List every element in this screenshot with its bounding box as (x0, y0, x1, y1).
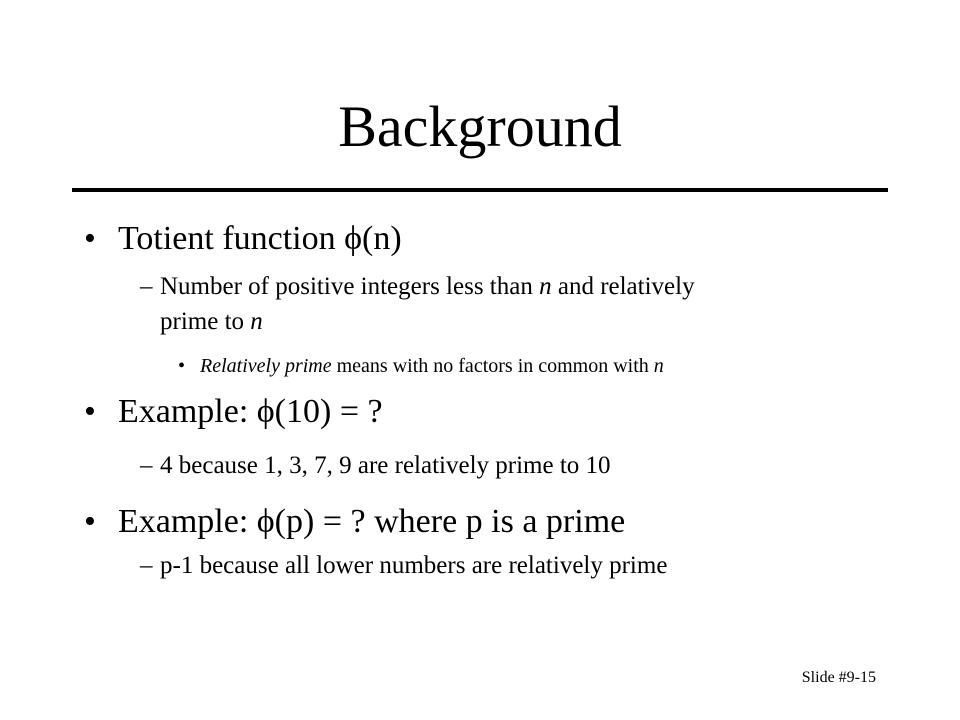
bullet-example-phi-p: Example: ϕ(p) = ? where p is a prime (118, 503, 626, 540)
dash-icon: – (140, 273, 153, 300)
bullet-example-phi-10: Example: ϕ(10) = ? (118, 393, 383, 430)
sub-bullet-phi-p-answer: p-1 because all lower numbers are relatively prime (160, 552, 668, 579)
dash-icon: – (140, 552, 153, 579)
slide-number: Slide #9-15 (801, 669, 876, 686)
slide-title: Background (338, 94, 622, 159)
sub-bullet-definition-line1: Number of positive integers less than n and relatively (160, 273, 695, 300)
bullet-icon: • (84, 503, 96, 540)
sub-bullet-definition-line2: prime to n (160, 308, 263, 335)
sub-sub-bullet-relatively-prime: Relatively prime means with no factors in common with n (200, 355, 664, 377)
small-bullet-icon: • (178, 355, 186, 377)
title-underline (72, 188, 888, 192)
sub-bullet-phi-10-answer: 4 because 1, 3, 7, 9 are relatively prime to 10 (160, 452, 611, 479)
dash-icon: – (140, 452, 153, 479)
bullet-icon: • (84, 220, 96, 257)
bullet-totient-function: Totient function ϕ(n) (118, 220, 402, 257)
bullet-icon: • (84, 393, 96, 430)
